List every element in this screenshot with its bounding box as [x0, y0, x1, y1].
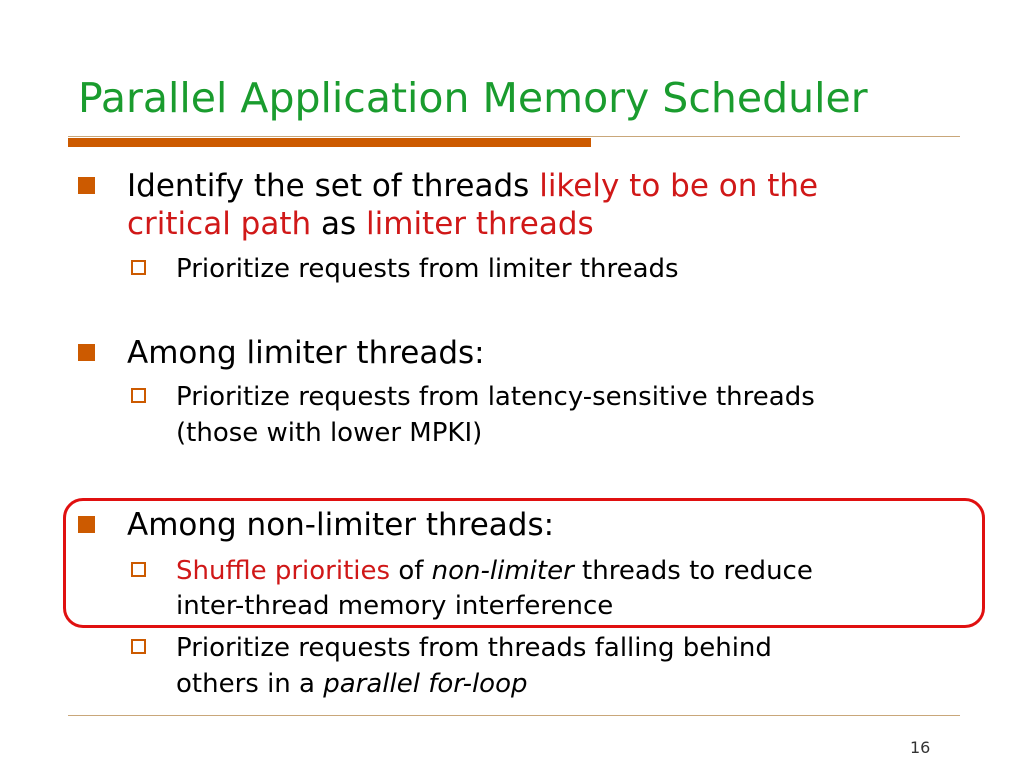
highlight-box	[63, 498, 985, 628]
title-divider	[68, 136, 960, 137]
footer-divider	[68, 715, 960, 716]
emphasis-text: Shuffle priorities	[176, 556, 391, 586]
subbullet-text: Prioritize requests from threads falling behind	[176, 633, 772, 663]
subbullet-text: others in a	[176, 669, 324, 699]
subbullet-text: of	[390, 556, 432, 586]
subbullet-text: (those with lower MPKI)	[176, 418, 483, 448]
square-bullet-icon	[78, 177, 95, 194]
bullet-text: Among non-limiter threads:	[127, 507, 555, 543]
square-bullet-icon	[78, 344, 95, 361]
italic-text: parallel for-loop	[323, 669, 528, 699]
bullet-text: as	[311, 206, 367, 242]
bullet-text: Among limiter threads:	[127, 335, 485, 371]
subbullet-text: inter-thread memory interference	[176, 591, 614, 621]
emphasis-text: limiter threads	[366, 206, 594, 242]
subbullet-text: Prioritize requests from latency-sensitive threads	[176, 382, 815, 412]
italic-text: non-limiter	[431, 556, 574, 586]
slide-title: Parallel Application Memory Scheduler	[78, 74, 868, 122]
subbullet-text: threads to reduce	[573, 556, 813, 586]
emphasis-text: critical path	[127, 206, 312, 242]
subbullet-text: Prioritize requests from limiter threads	[176, 254, 679, 284]
title-accent-bar	[68, 138, 591, 147]
bullet-text: Identify the set of threads	[127, 168, 540, 204]
hollow-square-bullet-icon	[131, 388, 146, 403]
hollow-square-bullet-icon	[131, 639, 146, 654]
hollow-square-bullet-icon	[131, 260, 146, 275]
emphasis-text: likely to be on the	[539, 168, 819, 204]
page-number: 16	[910, 738, 931, 757]
